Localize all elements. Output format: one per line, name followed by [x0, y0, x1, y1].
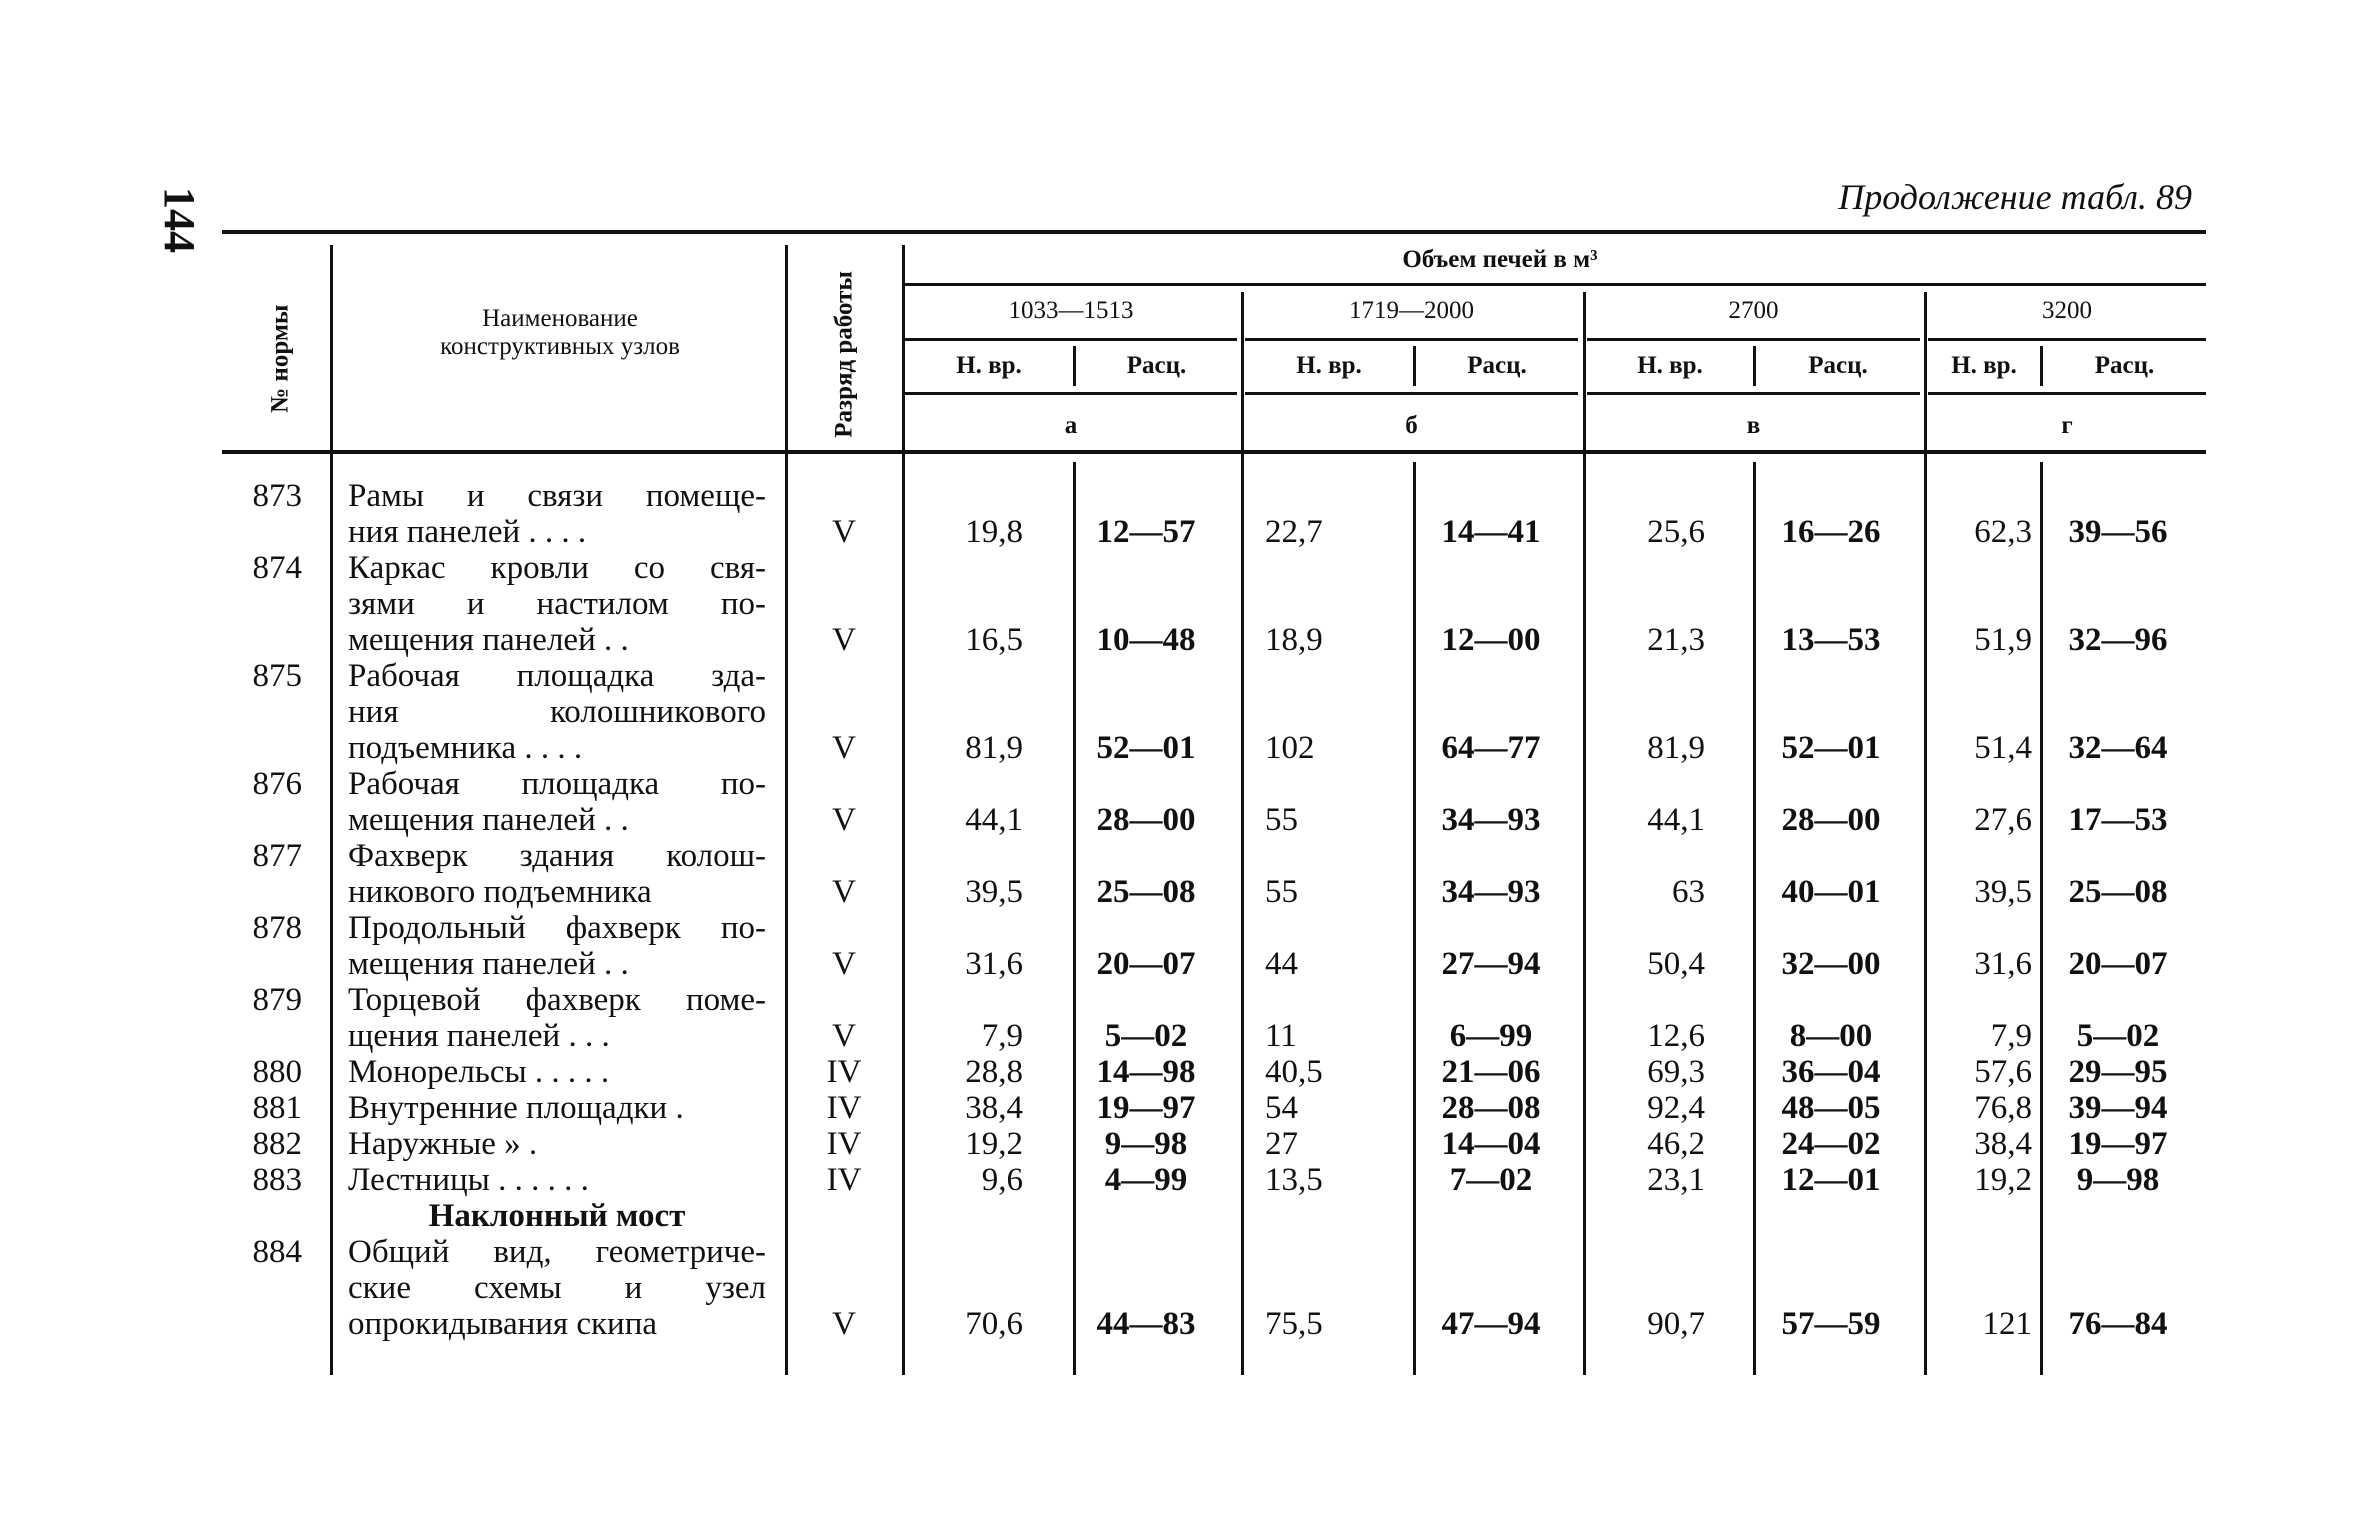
row-884-val-7: 76—84 [2068, 1306, 2168, 1342]
row-883-val-1: 4—99 [1104, 1162, 1188, 1198]
row-874-no: 874 [252, 550, 302, 586]
row-880-name-line: Монорельсы . . . . . [348, 1054, 610, 1090]
row-875-name-line: подъемника . . . . [348, 730, 583, 766]
row-881-val-6: 76,8 [1974, 1090, 2032, 1126]
row-875-grade: V [832, 730, 856, 766]
row-878-val-6: 31,6 [1974, 946, 2032, 982]
row-873-val-4: 25,6 [1647, 514, 1705, 550]
row-883-name [348, 1162, 766, 1198]
row-882-val-2: 27 [1265, 1126, 1298, 1162]
row-875-val-2: 102 [1265, 730, 1315, 766]
row-883-val-3: 7—02 [1449, 1162, 1533, 1198]
vline-a-b [1241, 292, 1244, 1375]
row-874-name-line: зями и настилом по- [348, 586, 766, 622]
row-874-val-6: 51,9 [1974, 622, 2032, 658]
row-875-val-7: 32—64 [2068, 730, 2168, 766]
row-877-grade: V [832, 874, 856, 910]
row-878-name-line: мещения панелей . . [348, 946, 629, 982]
vline-body-a [1073, 462, 1076, 1375]
row-879-val-6: 7,9 [1990, 1018, 2032, 1054]
volume-rule [905, 283, 2206, 286]
row-878-grade: V [832, 946, 856, 982]
row-873-val-2: 22,7 [1265, 514, 1323, 550]
row-877-val-0: 39,5 [965, 874, 1023, 910]
sub-rule-v [1587, 392, 1920, 395]
row-877-no: 877 [252, 838, 302, 874]
group-range-a: 1033—1513 [1008, 297, 1134, 324]
row-884-name-line: опрокидывания скипа [348, 1306, 658, 1342]
row-874-val-7: 32—96 [2068, 622, 2168, 658]
row-882-no: 882 [252, 1126, 302, 1162]
header-grade-text: Разряд работы [830, 271, 858, 438]
row-881-val-3: 28—08 [1441, 1090, 1541, 1126]
row-874-grade: V [832, 622, 856, 658]
row-874-val-0: 16,5 [965, 622, 1023, 658]
section-title: Наклонный мост [428, 1198, 686, 1234]
row-875-name-line: Рабочая площадка зда- [348, 658, 766, 694]
row-880-val-2: 40,5 [1265, 1054, 1323, 1090]
row-884-name-line: ские схемы и узел [348, 1270, 766, 1306]
row-884-val-3: 47—94 [1441, 1306, 1541, 1342]
row-880-val-6: 57,6 [1974, 1054, 2032, 1090]
header-norm-no: № нормы [266, 304, 294, 413]
header-grade [830, 271, 858, 438]
row-875-val-4: 81,9 [1647, 730, 1705, 766]
row-881-name-line: Внутренние площадки . [348, 1090, 684, 1126]
group-range-b: 1719—2000 [1349, 297, 1474, 324]
vline-name-grade [785, 245, 788, 1375]
row-879-grade: V [832, 1018, 856, 1054]
row-874-val-1: 10—48 [1096, 622, 1196, 658]
row-874-val-2: 18,9 [1265, 622, 1323, 658]
row-877-val-4: 63 [1672, 874, 1705, 910]
row-875-no: 875 [252, 658, 302, 694]
vline-b-v [1583, 292, 1586, 1375]
row-881-val-0: 38,4 [965, 1090, 1023, 1126]
row-876-val-0: 44,1 [965, 802, 1023, 838]
row-881-no: 881 [252, 1090, 302, 1126]
row-880-val-7: 29—95 [2068, 1054, 2168, 1090]
group-rule-a [905, 338, 1237, 341]
row-879-no: 879 [252, 982, 302, 1018]
row-880-no: 880 [252, 1054, 302, 1090]
page-number: 144 [155, 187, 205, 253]
table-caption: Продолжение табл. 89 [1838, 177, 2192, 217]
row-883-name-line: Лестницы . . . . . . [348, 1162, 589, 1198]
row-874-name [348, 550, 766, 658]
row-882-val-4: 46,2 [1647, 1126, 1705, 1162]
row-882-val-1: 9—98 [1104, 1126, 1188, 1162]
row-877-val-2: 55 [1265, 874, 1298, 910]
row-877-name-line: никового подъемника [348, 874, 652, 910]
group-letter-v: в [1746, 412, 1761, 439]
row-878-name [348, 910, 766, 982]
row-884-val-5: 57—59 [1781, 1306, 1881, 1342]
row-877-val-3: 34—93 [1441, 874, 1541, 910]
group-letter-g: г [2061, 412, 2073, 439]
vline-body-v [1753, 462, 1756, 1375]
row-884-val-6: 121 [1982, 1306, 2032, 1342]
row-880-val-1: 14—98 [1096, 1054, 1196, 1090]
row-876-val-6: 27,6 [1974, 802, 2032, 838]
row-878-val-7: 20—07 [2068, 946, 2168, 982]
row-880-val-4: 69,3 [1647, 1054, 1705, 1090]
row-873-grade: V [832, 514, 856, 550]
row-875-name [348, 658, 766, 766]
row-879-val-4: 12,6 [1647, 1018, 1705, 1054]
row-884-name-line: Общий вид, геометриче- [348, 1234, 766, 1270]
sub-rate-g: Расц. [2094, 352, 2155, 379]
vline-v-g [1924, 292, 1927, 1375]
row-877-val-6: 39,5 [1974, 874, 2032, 910]
sub-time-g: Н. вр. [1951, 352, 2017, 379]
row-879-val-0: 7,9 [981, 1018, 1023, 1054]
row-878-val-2: 44 [1265, 946, 1298, 982]
row-884-val-2: 75,5 [1265, 1306, 1323, 1342]
sub-rule-b [1245, 392, 1578, 395]
row-875-val-1: 52—01 [1096, 730, 1196, 766]
row-879-val-7: 5—02 [2076, 1018, 2160, 1054]
row-880-grade: IV [826, 1054, 862, 1090]
row-883-val-4: 23,1 [1647, 1162, 1705, 1198]
row-877-val-7: 25—08 [2068, 874, 2168, 910]
row-879-val-5: 8—00 [1789, 1018, 1873, 1054]
row-873-val-0: 19,8 [965, 514, 1023, 550]
row-873-val-1: 12—57 [1096, 514, 1196, 550]
row-883-val-5: 12—01 [1781, 1162, 1881, 1198]
row-878-val-4: 50,4 [1647, 946, 1705, 982]
sub-rate-a: Расц. [1126, 352, 1187, 379]
row-879-val-1: 5—02 [1104, 1018, 1188, 1054]
row-873-no: 873 [252, 478, 302, 514]
row-876-val-2: 55 [1265, 802, 1298, 838]
sub-rule-g [1928, 392, 2206, 395]
row-878-val-5: 32—00 [1781, 946, 1881, 982]
header-volume: Объем печей в м³ [1402, 246, 1598, 273]
row-881-val-1: 19—97 [1096, 1090, 1196, 1126]
row-876-val-3: 34—93 [1441, 802, 1541, 838]
row-883-val-6: 19,2 [1974, 1162, 2032, 1198]
row-883-val-0: 9,6 [981, 1162, 1023, 1198]
row-876-val-1: 28—00 [1096, 802, 1196, 838]
group-rule-b [1245, 338, 1578, 341]
row-883-grade: IV [826, 1162, 862, 1198]
row-882-grade: IV [826, 1126, 862, 1162]
row-876-val-7: 17—53 [2068, 802, 2168, 838]
row-877-val-1: 25—08 [1096, 874, 1196, 910]
row-882-name-line: Наружные » . [348, 1126, 538, 1162]
row-883-val-7: 9—98 [2076, 1162, 2160, 1198]
row-877-name [348, 838, 766, 910]
row-874-val-5: 13—53 [1781, 622, 1881, 658]
row-873-name [348, 478, 766, 550]
row-880-val-5: 36—04 [1781, 1054, 1881, 1090]
row-882-val-5: 24—02 [1781, 1126, 1881, 1162]
sub-time-v: Н. вр. [1637, 352, 1703, 379]
row-880-val-3: 21—06 [1441, 1054, 1541, 1090]
row-875-val-0: 81,9 [965, 730, 1023, 766]
group-rule-g [1928, 338, 2206, 341]
row-874-name-line: мещения панелей . . [348, 622, 629, 658]
row-876-no: 876 [252, 766, 302, 802]
vline-no-name [330, 245, 333, 1375]
row-884-val-1: 44—83 [1096, 1306, 1196, 1342]
row-880-val-0: 28,8 [965, 1054, 1023, 1090]
row-877-name-line: Фахверк здания колош- [348, 838, 766, 874]
row-879-name [348, 982, 766, 1054]
row-878-val-1: 20—07 [1096, 946, 1196, 982]
row-882-val-6: 38,4 [1974, 1126, 2032, 1162]
header-bottom-rule [222, 450, 2206, 454]
row-879-name-line: щения панелей . . . [348, 1018, 610, 1054]
row-875-name-line: ния колошникового [348, 694, 766, 730]
row-881-val-2: 54 [1265, 1090, 1298, 1126]
row-884-val-0: 70,6 [965, 1306, 1023, 1342]
row-881-name [348, 1090, 766, 1126]
row-874-name-line: Каркас кровли со свя- [348, 550, 766, 586]
row-873-name-line: Рамы и связи помеще- [348, 478, 766, 514]
sub-time-b: Н. вр. [1296, 352, 1362, 379]
vline-body-g [2040, 462, 2043, 1375]
row-881-val-7: 39—94 [2068, 1090, 2168, 1126]
top-rule [222, 230, 2206, 234]
row-881-val-4: 92,4 [1647, 1090, 1705, 1126]
group-range-v: 2700 [1728, 297, 1779, 324]
row-881-val-5: 48—05 [1781, 1090, 1881, 1126]
group-letter-b: б [1405, 412, 1418, 439]
row-878-name-line: Продольный фахверк по- [348, 910, 766, 946]
row-876-name [348, 766, 766, 838]
row-878-val-3: 27—94 [1441, 946, 1541, 982]
row-876-name-line: Рабочая площадка по- [348, 766, 766, 802]
row-882-name [348, 1126, 766, 1162]
row-882-val-0: 19,2 [965, 1126, 1023, 1162]
row-875-val-6: 51,4 [1974, 730, 2032, 766]
row-882-val-3: 14—04 [1441, 1126, 1541, 1162]
row-884-grade: V [832, 1306, 856, 1342]
row-883-val-2: 13,5 [1265, 1162, 1323, 1198]
row-877-val-5: 40—01 [1781, 874, 1881, 910]
row-876-grade: V [832, 802, 856, 838]
row-873-name-line: ния панелей . . . . [348, 514, 587, 550]
vline-body-b [1413, 462, 1416, 1375]
row-873-val-5: 16—26 [1781, 514, 1881, 550]
sub-time-a: Н. вр. [956, 352, 1022, 379]
row-873-val-6: 62,3 [1974, 514, 2032, 550]
sub-rate-b: Расц. [1467, 352, 1527, 379]
row-882-val-7: 19—97 [2068, 1126, 2168, 1162]
row-881-grade: IV [826, 1090, 862, 1126]
row-883-no: 883 [252, 1162, 302, 1198]
row-876-name-line: мещения панелей . . [348, 802, 629, 838]
row-879-name-line: Торцевой фахверк поме- [348, 982, 766, 1018]
row-875-val-5: 52—01 [1781, 730, 1881, 766]
group-letter-a: а [1064, 412, 1078, 439]
row-876-val-5: 28—00 [1781, 802, 1881, 838]
sub-rule-a [905, 392, 1237, 395]
row-879-val-2: 11 [1265, 1018, 1297, 1054]
row-884-name [348, 1234, 766, 1342]
row-875-val-3: 64—77 [1441, 730, 1541, 766]
row-880-name [348, 1054, 766, 1090]
row-884-val-4: 90,7 [1647, 1306, 1705, 1342]
row-876-val-4: 44,1 [1647, 802, 1705, 838]
row-874-val-4: 21,3 [1647, 622, 1705, 658]
row-878-no: 878 [252, 910, 302, 946]
row-878-val-0: 31,6 [965, 946, 1023, 982]
row-879-val-3: 6—99 [1449, 1018, 1533, 1054]
row-873-val-7: 39—56 [2068, 514, 2168, 550]
sub-rate-v: Расц. [1808, 352, 1868, 379]
group-rule-v [1587, 338, 1920, 341]
row-873-val-3: 14—41 [1441, 514, 1541, 550]
header-name: Наименование конструктивных узлов [440, 305, 680, 360]
row-884-no: 884 [252, 1234, 302, 1270]
group-range-g: 3200 [2042, 297, 2092, 324]
row-874-val-3: 12—00 [1441, 622, 1541, 658]
